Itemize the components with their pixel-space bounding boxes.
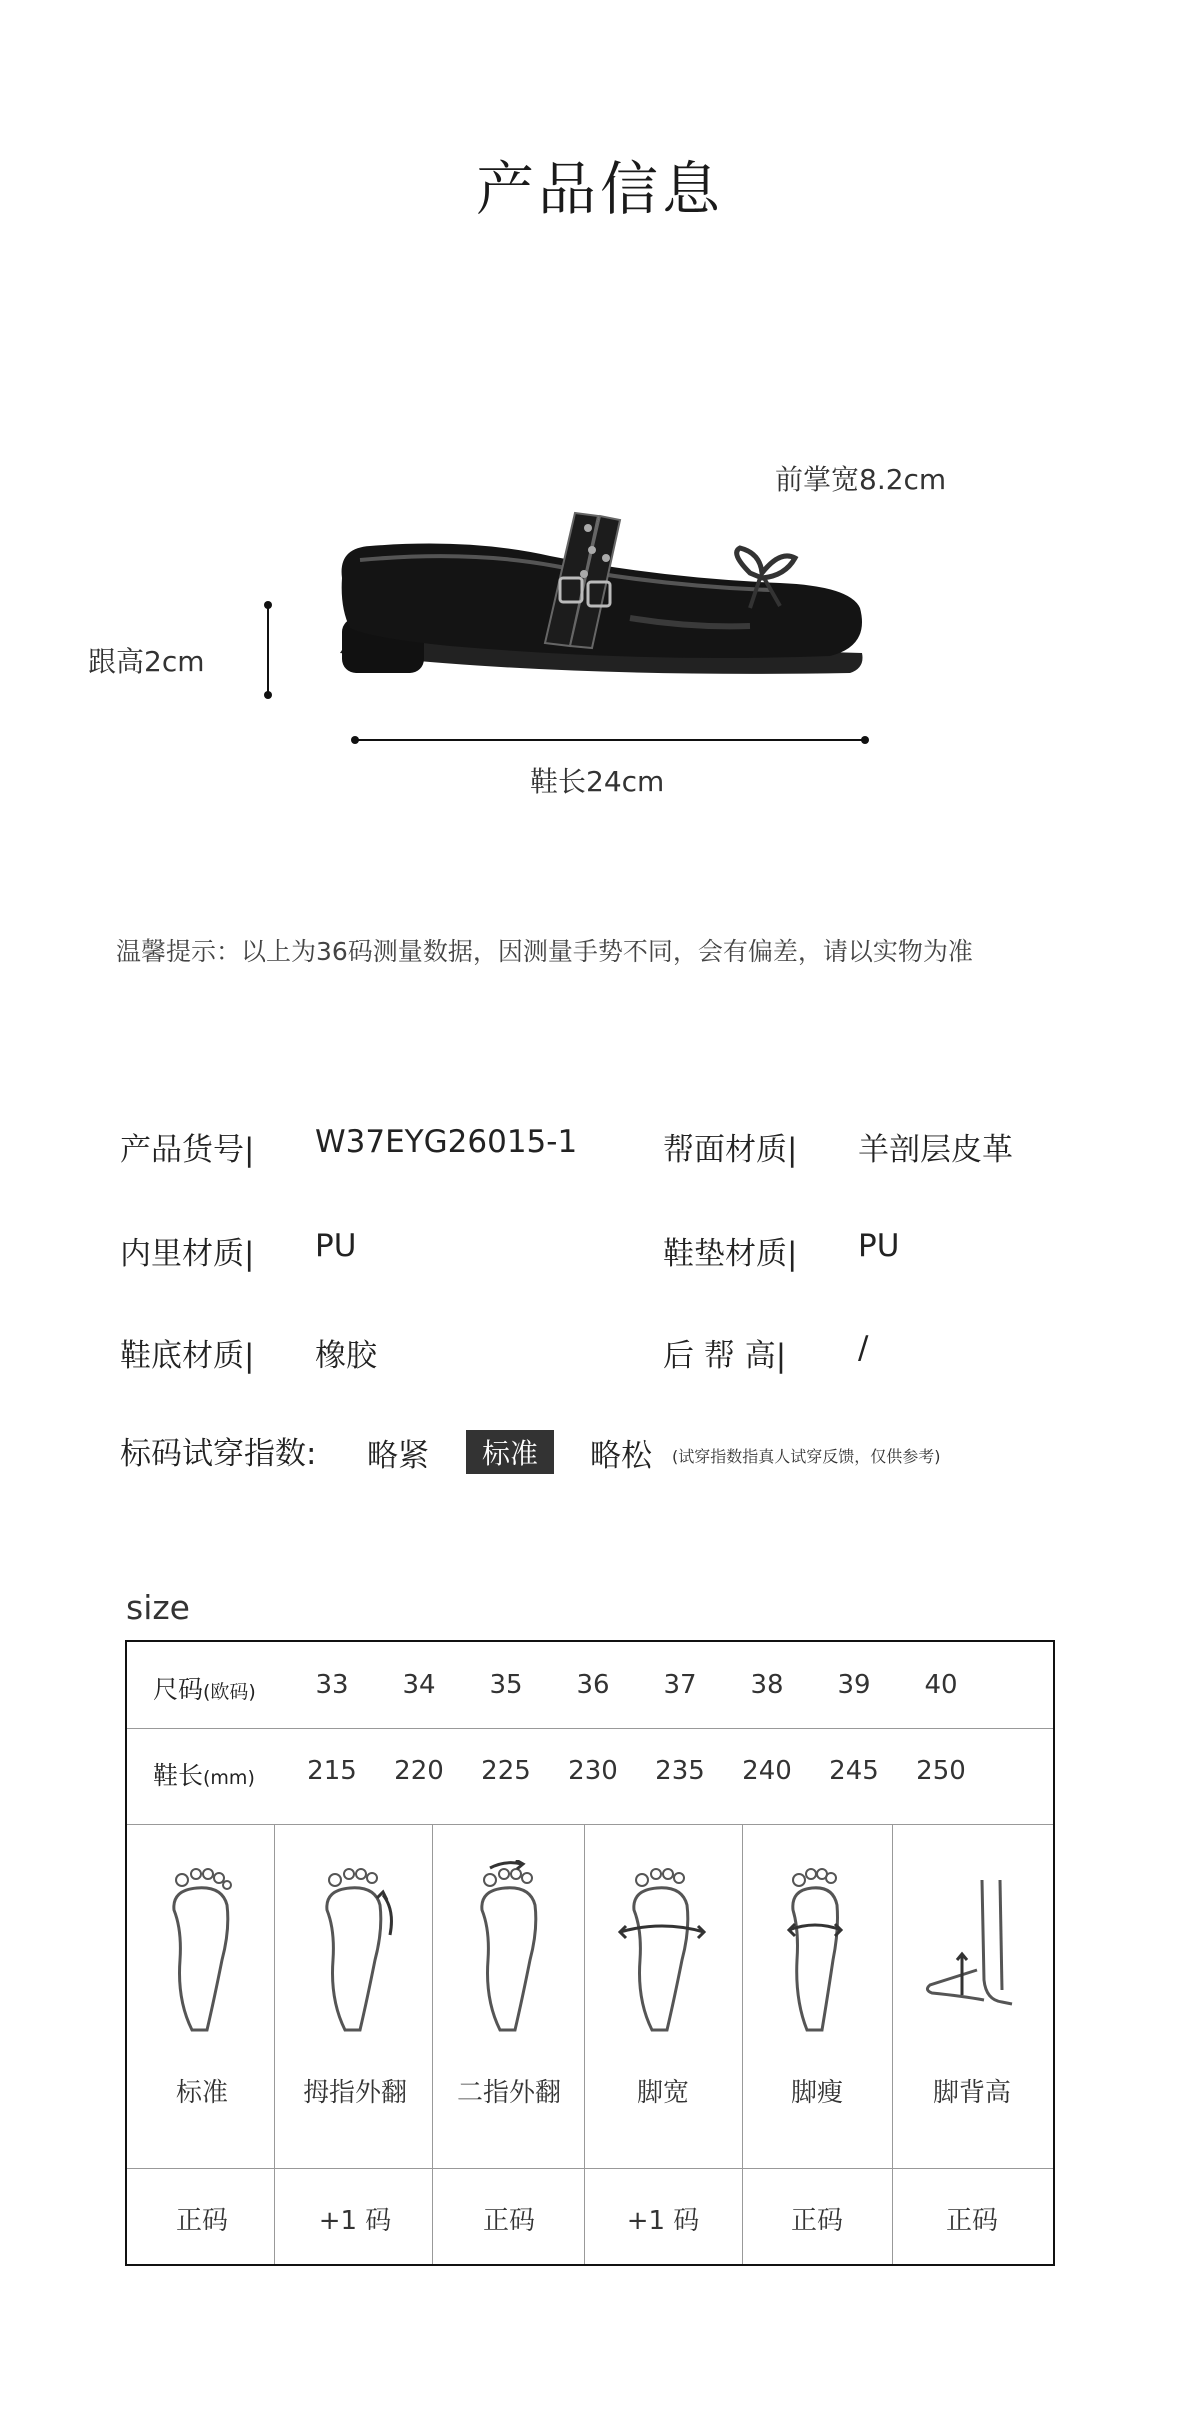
fit-index-label: 标码试穿指数: [120, 1436, 317, 1472]
table-divider [432, 1824, 433, 2264]
foot-type-name: 二指外翻 [456, 2078, 561, 2108]
foot-high-instep-icon [922, 1860, 1022, 2040]
spec-value-upper: 羊剖层皮革 [858, 1132, 1013, 1168]
length-cell: 215 [307, 1756, 357, 1786]
table-divider [127, 2168, 1053, 2169]
measurement-notice: 温馨提示：以上为36码测量数据，因测量手势不同，会有偏差，请以实物为准 [116, 937, 973, 966]
length-cell: 250 [916, 1756, 966, 1786]
length-cell: 245 [829, 1756, 879, 1786]
spec-value-lining: PU [315, 1228, 357, 1264]
spec-label-outsole: 鞋底材质| [120, 1338, 255, 1374]
table-divider [584, 1824, 585, 2264]
length-cell: 235 [655, 1756, 705, 1786]
size-cell: 34 [402, 1670, 436, 1700]
foot-type-name: 标准 [175, 2078, 228, 2108]
foot-type-recommend: +1 码 [318, 2206, 392, 2236]
spec-value-heel-counter: / [858, 1330, 869, 1366]
size-cell: 37 [663, 1670, 697, 1700]
foot-type-recommend: 正码 [945, 2206, 998, 2236]
foot-bunion-icon [305, 1860, 405, 2040]
spec-label-heel-counter: 后 帮 高| [663, 1338, 787, 1374]
heel-height-marker [258, 600, 278, 700]
spec-label-insole: 鞋垫材质| [663, 1236, 798, 1272]
foot-type-name: 拇指外翻 [302, 2078, 407, 2108]
size-cell: 35 [489, 1670, 523, 1700]
table-divider [892, 1824, 893, 2264]
length-cell: 220 [394, 1756, 444, 1786]
page-title: 产品信息 [475, 155, 724, 223]
foot-type-name: 脚瘦 [790, 2078, 843, 2108]
foot-type-recommend: 正码 [175, 2206, 228, 2236]
spec-label-item-no: 产品货号| [120, 1132, 255, 1168]
foot-standard-icon [152, 1860, 252, 2040]
forefoot-width-label: 前掌宽8.2cm [775, 463, 947, 496]
fit-option-standard: 标准 [466, 1430, 554, 1474]
spec-label-upper: 帮面材质| [663, 1132, 798, 1168]
foot-second-toe-icon [460, 1860, 560, 2040]
size-row-label: 尺码(欧码) [153, 1675, 256, 1704]
spec-label-lining: 内里材质| [120, 1236, 255, 1272]
size-cell: 36 [576, 1670, 610, 1700]
foot-type-recommend: 正码 [790, 2206, 843, 2236]
table-divider [742, 1824, 743, 2264]
size-cell: 38 [750, 1670, 784, 1700]
table-divider [127, 1824, 1053, 1825]
shoe-image [330, 478, 880, 708]
foot-wide-icon [612, 1860, 712, 2040]
fit-option-loose: 略松 [590, 1438, 652, 1474]
foot-type-recommend: 正码 [482, 2206, 535, 2236]
foot-type-name: 脚背高 [932, 2078, 1011, 2108]
heel-height-label: 跟高2cm [88, 645, 205, 678]
size-heading: size [126, 1588, 190, 1627]
fit-option-tight: 略紧 [367, 1438, 429, 1474]
length-cell: 240 [742, 1756, 792, 1786]
foot-type-name: 脚宽 [636, 2078, 689, 2108]
table-divider [274, 1824, 275, 2264]
size-table [125, 1640, 1055, 2266]
length-row-label: 鞋长(mm) [153, 1761, 255, 1790]
shoe-length-label: 鞋长24cm [530, 765, 665, 798]
length-cell: 230 [568, 1756, 618, 1786]
size-cell: 39 [837, 1670, 871, 1700]
size-cell: 40 [924, 1670, 958, 1700]
foot-type-recommend: +1 码 [626, 2206, 700, 2236]
spec-value-outsole: 橡胶 [315, 1338, 377, 1374]
foot-narrow-icon [767, 1860, 867, 2040]
shoe-length-marker [350, 732, 870, 748]
fit-index-note: (试穿指数指真人试穿反馈，仅供参考) [672, 1447, 941, 1466]
table-divider [127, 1728, 1053, 1729]
spec-value-item-no: W37EYG26015-1 [315, 1124, 578, 1160]
spec-value-insole: PU [858, 1228, 900, 1264]
size-cell: 33 [315, 1670, 349, 1700]
length-cell: 225 [481, 1756, 531, 1786]
